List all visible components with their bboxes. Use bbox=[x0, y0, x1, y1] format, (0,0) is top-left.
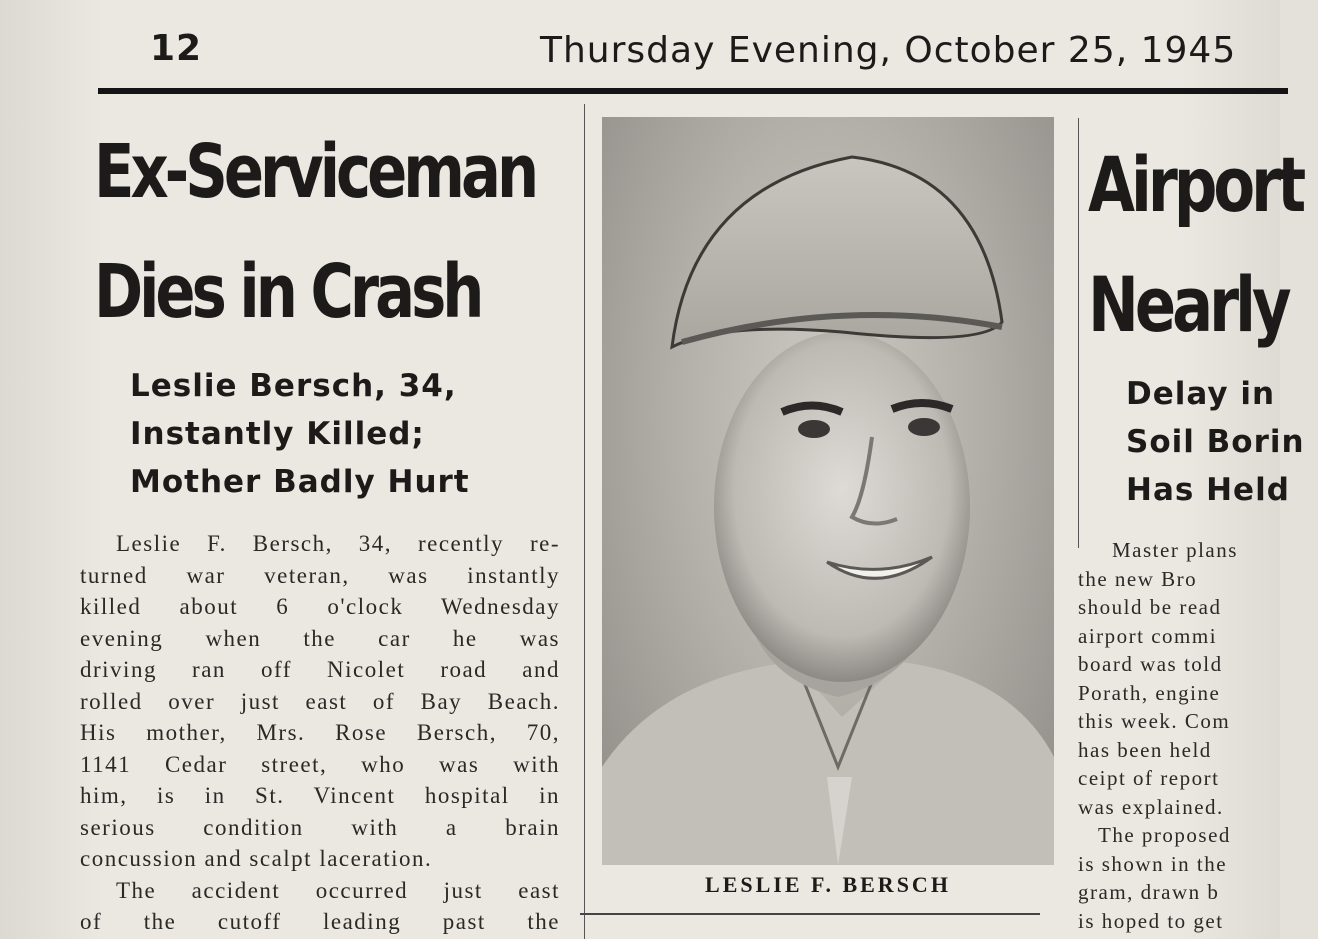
second-body-line: airport commi bbox=[1078, 623, 1218, 648]
second-body-line: ceipt of report bbox=[1078, 766, 1220, 790]
second-article-body bbox=[1078, 536, 1318, 935]
second-headline-line: Airport bbox=[1088, 140, 1303, 229]
second-subheadline-line: Has Held bbox=[1126, 472, 1290, 508]
body-line: evening when the car he was bbox=[80, 625, 560, 651]
second-body-line: Master plans bbox=[1112, 538, 1238, 562]
second-body-line: Porath, engine bbox=[1078, 680, 1221, 705]
main-subheadline bbox=[130, 362, 570, 506]
body-line: rolled over just east of Bay Beach. bbox=[80, 688, 560, 714]
second-subheadline-line: Soil Borin bbox=[1126, 424, 1305, 460]
second-body-line: board was told bbox=[1078, 652, 1223, 676]
column-divider-left bbox=[584, 104, 585, 939]
main-headline-line: Ex-Serviceman bbox=[94, 129, 536, 215]
portrait-photo bbox=[602, 117, 1054, 865]
second-body-line: the new Bro bbox=[1078, 566, 1198, 591]
main-article-body bbox=[80, 528, 560, 938]
second-body-line: gram, drawn b bbox=[1078, 880, 1220, 904]
second-headline bbox=[1088, 125, 1302, 365]
second-body-line: The proposed bbox=[1098, 823, 1231, 847]
body-line: turned war veteran, was instantly bbox=[80, 562, 560, 588]
second-body-line: was explained. bbox=[1078, 794, 1224, 819]
top-rule bbox=[98, 88, 1288, 94]
body-line: serious condition with a brain bbox=[80, 814, 560, 840]
body-line: 1141 Cedar street, who was with bbox=[80, 751, 560, 777]
subheadline-line: Mother Badly Hurt bbox=[130, 464, 470, 500]
subheadline-line: Instantly Killed; bbox=[130, 416, 425, 452]
body-line: concussion and scalpt laceration. bbox=[80, 846, 433, 871]
photo-caption: LESLIE F. BERSCH bbox=[705, 872, 951, 897]
main-headline bbox=[94, 112, 536, 352]
second-body-line: this week. Com bbox=[1078, 709, 1231, 733]
body-line: Leslie F. Bersch, 34, recently re- bbox=[116, 531, 560, 556]
portrait-illustration bbox=[602, 117, 1054, 865]
dateline: Thursday Evening, October 25, 1945 bbox=[540, 30, 1237, 71]
second-headline-line: Nearly bbox=[1088, 260, 1288, 349]
page-number: 12 bbox=[150, 28, 203, 69]
body-line: His mother, Mrs. Rose Bersch, 70, bbox=[80, 720, 560, 745]
body-line: killed about 6 o'clock Wednesday bbox=[80, 594, 560, 619]
body-line: him, is in St. Vincent hospital in bbox=[80, 783, 560, 808]
column-divider-right bbox=[1078, 118, 1079, 548]
second-body-line: has been held bbox=[1078, 737, 1212, 762]
body-line: The accident occurred just east bbox=[116, 877, 560, 903]
second-subheadline bbox=[1126, 370, 1305, 514]
second-body-line: is shown in the bbox=[1078, 851, 1228, 876]
second-subheadline-line: Delay in bbox=[1126, 376, 1276, 412]
body-line: of the cutoff leading past the bbox=[80, 909, 560, 934]
caption-rule bbox=[580, 913, 1040, 915]
second-body-line: is hoped to get bbox=[1078, 908, 1224, 933]
subheadline-line: Leslie Bersch, 34, bbox=[130, 368, 457, 404]
main-headline-line: Dies in Crash bbox=[94, 249, 481, 335]
body-line: driving ran off Nicolet road and bbox=[80, 657, 560, 682]
second-body-line: should be read bbox=[1078, 595, 1222, 619]
